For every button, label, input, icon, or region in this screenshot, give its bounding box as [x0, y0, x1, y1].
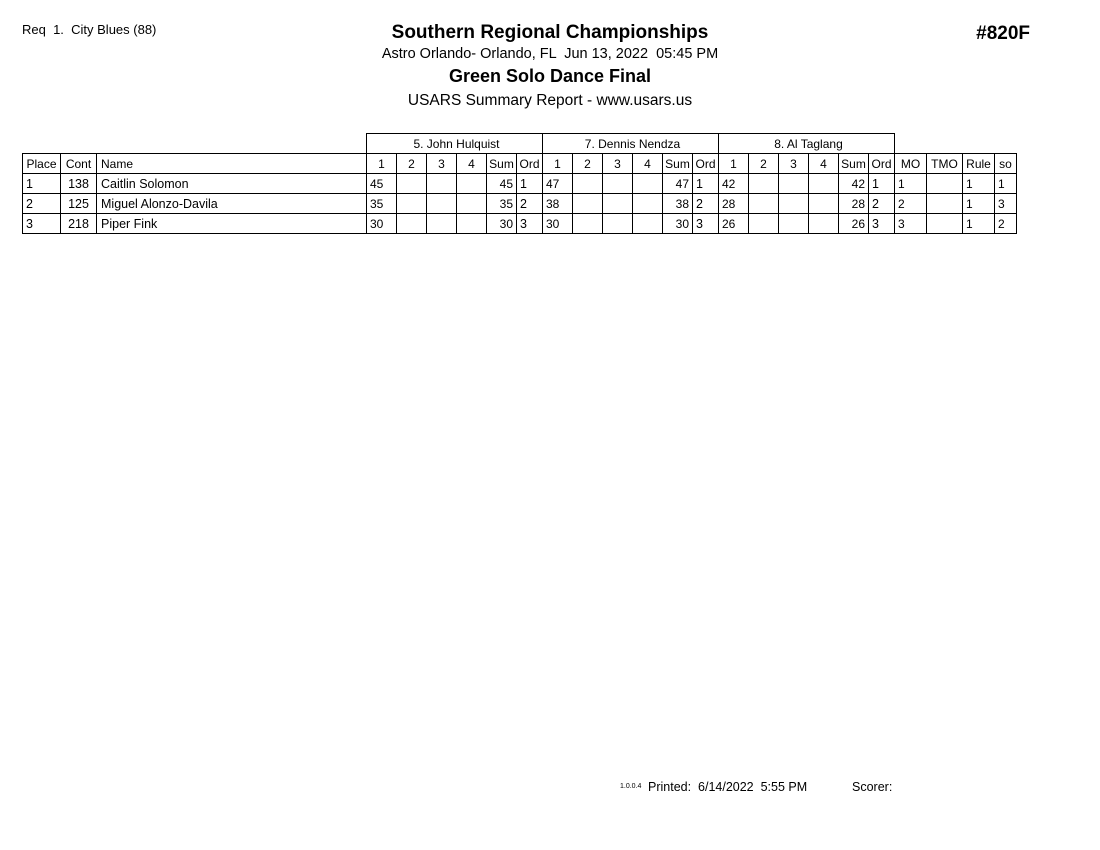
cell-j1-s4 [457, 194, 487, 214]
printed-timestamp: Printed: 6/14/2022 5:55 PM [648, 780, 808, 794]
cell-j3-ord: 2 [869, 194, 895, 214]
cell-j2-sum: 38 [663, 194, 693, 214]
cell-j3-s4 [809, 214, 839, 234]
cell-so: 1 [995, 174, 1017, 194]
cell-j2-s2 [573, 194, 603, 214]
spacer-cell [97, 134, 367, 154]
report-subtitle: USARS Summary Report - www.usars.us [407, 92, 693, 109]
cell-mo: 3 [895, 214, 927, 234]
cell-place: 2 [23, 194, 61, 214]
cell-j1-s3 [427, 174, 457, 194]
spacer-cell [61, 134, 97, 154]
cell-j3-ord: 3 [869, 214, 895, 234]
cell-j1-ord: 3 [517, 214, 543, 234]
cell-j1-sum: 30 [487, 214, 517, 234]
cell-place: 1 [23, 174, 61, 194]
column-header-mo: MO [895, 154, 927, 174]
cell-j2-s1: 47 [543, 174, 573, 194]
version-marker: 1.0.0.4 [620, 783, 642, 790]
cell-rule: 1 [963, 194, 995, 214]
column-header-j2-1: 1 [543, 154, 573, 174]
cell-j1-sum: 45 [487, 174, 517, 194]
cell-j3-s4 [809, 194, 839, 214]
cell-j1-s3 [427, 194, 457, 214]
cell-j3-s1: 28 [719, 194, 749, 214]
cell-j2-s1: 30 [543, 214, 573, 234]
cell-cont: 218 [61, 214, 97, 234]
spacer-cell [23, 134, 61, 154]
cell-tmo [927, 174, 963, 194]
cell-tmo [927, 194, 963, 214]
req-line: Req 1. City Blues (88) [22, 22, 157, 37]
cell-so: 2 [995, 214, 1017, 234]
column-header-j2-4: 4 [633, 154, 663, 174]
cell-rule: 1 [963, 174, 995, 194]
venue-line: Astro Orlando- Orlando, FL Jun 13, 2022 05:45 PM [381, 46, 719, 62]
cell-j2-s4 [633, 214, 663, 234]
judge-header-3: 8. Al Taglang [719, 134, 895, 154]
spacer-cell [927, 134, 963, 154]
column-header-j3-3: 3 [779, 154, 809, 174]
spacer-cell [995, 134, 1017, 154]
column-header-cont: Cont [61, 154, 97, 174]
column-header-j3-1: 1 [719, 154, 749, 174]
cell-j2-sum: 47 [663, 174, 693, 194]
event-title: Green Solo Dance Final [448, 66, 652, 86]
column-header-j2-3: 3 [603, 154, 633, 174]
column-header-j3-2: 2 [749, 154, 779, 174]
cell-j1-ord: 1 [517, 174, 543, 194]
column-header-j1-4: 4 [457, 154, 487, 174]
cell-j3-sum: 28 [839, 194, 869, 214]
cell-j1-s1: 35 [367, 194, 397, 214]
page-title: Southern Regional Championships [391, 22, 709, 43]
cell-cont: 138 [61, 174, 97, 194]
cell-j2-s4 [633, 174, 663, 194]
cell-j1-ord: 2 [517, 194, 543, 214]
table-row [23, 214, 1017, 234]
cell-mo: 1 [895, 174, 927, 194]
cell-j1-s4 [457, 174, 487, 194]
cell-j2-ord: 2 [693, 194, 719, 214]
column-header-j2-2: 2 [573, 154, 603, 174]
judge-header-1: 5. John Hulquist [367, 134, 543, 154]
cell-j2-s3 [603, 174, 633, 194]
cell-j3-s3 [779, 214, 809, 234]
cell-place: 3 [23, 214, 61, 234]
judge-header-row [23, 134, 1017, 154]
column-header-so: so [995, 154, 1017, 174]
column-header-j3-4: 4 [809, 154, 839, 174]
cell-j3-s2 [749, 174, 779, 194]
cell-j1-sum: 35 [487, 194, 517, 214]
cell-j2-s3 [603, 194, 633, 214]
cell-j1-s1: 30 [367, 214, 397, 234]
cell-j3-sum: 26 [839, 214, 869, 234]
cell-name: Caitlin Solomon [97, 174, 367, 194]
cell-tmo [927, 214, 963, 234]
cell-so: 3 [995, 194, 1017, 214]
column-header-tmo: TMO [927, 154, 963, 174]
cell-j2-sum: 30 [663, 214, 693, 234]
cell-j3-s4 [809, 174, 839, 194]
column-header-j2-ord: Ord [693, 154, 719, 174]
cell-j2-ord: 3 [693, 214, 719, 234]
cell-cont: 125 [61, 194, 97, 214]
cell-j3-ord: 1 [869, 174, 895, 194]
cell-mo: 2 [895, 194, 927, 214]
cell-j1-s4 [457, 214, 487, 234]
cell-j2-s2 [573, 214, 603, 234]
column-header-j1-1: 1 [367, 154, 397, 174]
spacer-cell [895, 134, 927, 154]
table-row [23, 194, 1017, 214]
judge-header-2: 7. Dennis Nendza [543, 134, 719, 154]
cell-j1-s3 [427, 214, 457, 234]
cell-j1-s2 [397, 214, 427, 234]
column-header-row [23, 154, 1017, 174]
cell-j1-s2 [397, 174, 427, 194]
cell-j3-s1: 42 [719, 174, 749, 194]
column-header-name: Name [97, 154, 367, 174]
document-code: #820F [976, 23, 1030, 44]
cell-j2-ord: 1 [693, 174, 719, 194]
cell-j1-s2 [397, 194, 427, 214]
results-table [22, 133, 1017, 234]
column-header-j3-sum: Sum [839, 154, 869, 174]
cell-name: Piper Fink [97, 214, 367, 234]
title-block [0, 22, 1100, 112]
cell-j3-s3 [779, 174, 809, 194]
cell-j2-s2 [573, 174, 603, 194]
scorer-label: Scorer: [852, 780, 893, 794]
column-header-rule: Rule [963, 154, 995, 174]
cell-j3-s1: 26 [719, 214, 749, 234]
cell-j3-sum: 42 [839, 174, 869, 194]
column-header-place: Place [23, 154, 61, 174]
cell-j3-s2 [749, 194, 779, 214]
column-header-j2-sum: Sum [663, 154, 693, 174]
column-header-j3-ord: Ord [869, 154, 895, 174]
cell-j3-s2 [749, 214, 779, 234]
column-header-j1-ord: Ord [517, 154, 543, 174]
cell-j2-s3 [603, 214, 633, 234]
results-table-wrap [22, 133, 1017, 234]
table-row [23, 174, 1017, 194]
cell-j2-s4 [633, 194, 663, 214]
cell-j1-s1: 45 [367, 174, 397, 194]
cell-j3-s3 [779, 194, 809, 214]
column-header-j1-3: 3 [427, 154, 457, 174]
column-header-j1-sum: Sum [487, 154, 517, 174]
column-header-j1-2: 2 [397, 154, 427, 174]
cell-j2-s1: 38 [543, 194, 573, 214]
spacer-cell [963, 134, 995, 154]
cell-name: Miguel Alonzo-Davila [97, 194, 367, 214]
cell-rule: 1 [963, 214, 995, 234]
